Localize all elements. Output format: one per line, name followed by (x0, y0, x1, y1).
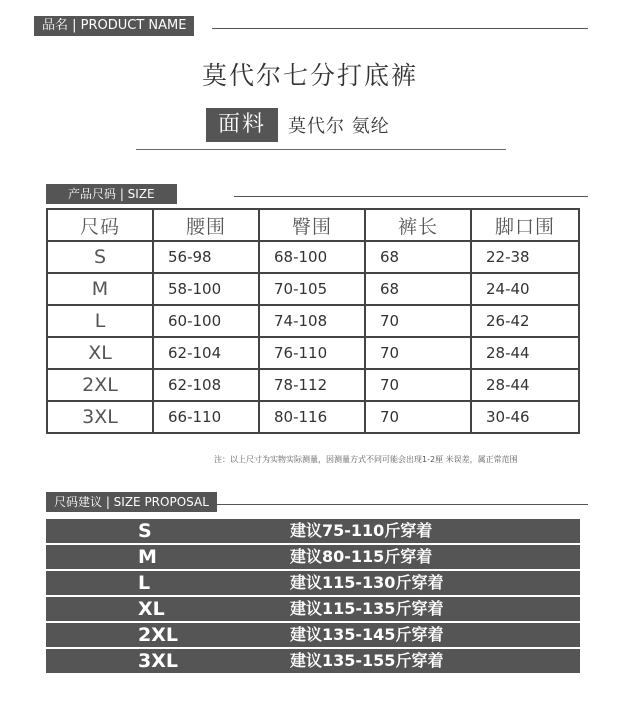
product-name-divider (212, 28, 588, 29)
hip-cell: 76-110 (260, 338, 364, 368)
proposal-size: XL (138, 598, 165, 620)
hem-cell: 28-44 (472, 370, 578, 400)
waist-cell: 66-110 (154, 402, 258, 432)
header-hip: 臀围 (260, 210, 364, 240)
hem-cell: 28-44 (472, 338, 578, 368)
table-row (48, 306, 578, 336)
proposal-size: M (138, 546, 157, 568)
size-cell: M (48, 274, 152, 304)
waist-cell: 56-98 (154, 242, 258, 272)
header-hem: 脚口围 (472, 210, 578, 240)
proposal-size: 2XL (138, 624, 178, 646)
hip-cell: 68-100 (260, 242, 364, 272)
size-proposal-list (46, 519, 580, 675)
proposal-text: 建议80-115斤穿着 (290, 547, 433, 566)
hip-cell: 70-105 (260, 274, 364, 304)
length-cell: 70 (366, 370, 470, 400)
header-length: 裤长 (366, 210, 470, 240)
hip-cell: 80-116 (260, 402, 364, 432)
waist-cell: 58-100 (154, 274, 258, 304)
table-row (48, 242, 578, 272)
proposal-text: 建议75-110斤穿着 (290, 521, 433, 540)
fabric-value: 莫代尔 氨纶 (288, 116, 390, 137)
table-row (48, 370, 578, 400)
size-cell: L (48, 306, 152, 336)
length-cell: 68 (366, 242, 470, 272)
proposal-size: L (138, 572, 151, 594)
product-name-label: 品名 | PRODUCT NAME (34, 16, 194, 36)
proposal-row (46, 545, 580, 569)
length-cell: 68 (366, 274, 470, 304)
size-table-header (48, 210, 578, 240)
proposal-size: 3XL (138, 650, 178, 672)
proposal-text: 建议135-155斤穿着 (290, 651, 444, 670)
product-title: 莫代尔七分打底裤 (201, 61, 418, 90)
proposal-row (46, 571, 580, 595)
header-waist: 腰围 (154, 210, 258, 240)
header-size: 尺码 (48, 210, 152, 240)
proposal-text: 建议135-145斤穿着 (290, 625, 444, 644)
table-row (48, 274, 578, 304)
hem-cell: 22-38 (472, 242, 578, 272)
proposal-text: 建议115-135斤穿着 (290, 599, 444, 618)
size-table (46, 208, 580, 434)
table-row (48, 338, 578, 368)
size-cell: XL (48, 338, 152, 368)
size-section-label: 产品尺码 | SIZE (46, 184, 177, 204)
waist-cell: 62-104 (154, 338, 258, 368)
fabric-row (206, 108, 390, 142)
hem-cell: 26-42 (472, 306, 578, 336)
waist-cell: 62-108 (154, 370, 258, 400)
proposal-row (46, 623, 580, 647)
length-cell: 70 (366, 306, 470, 336)
hem-cell: 24-40 (472, 274, 578, 304)
waist-cell: 60-100 (154, 306, 258, 336)
size-proposal-label: 尺码建议 | SIZE PROPOSAL (46, 492, 217, 512)
proposal-size: S (138, 520, 152, 542)
hem-cell: 30-46 (472, 402, 578, 432)
fabric-label: 面料 (206, 108, 278, 142)
size-section-divider (234, 196, 588, 197)
length-cell: 70 (366, 402, 470, 432)
hip-cell: 74-108 (260, 306, 364, 336)
table-row (48, 402, 578, 432)
proposal-text: 建议115-130斤穿着 (290, 573, 444, 592)
size-cell: 2XL (48, 370, 152, 400)
proposal-row (46, 597, 580, 621)
title-divider (136, 149, 506, 150)
size-cell: 3XL (48, 402, 152, 432)
measurement-note: 注：以上尺寸为实物实际测量，因测量方式不同可能会出现1-2厘 米误差，属正常范围 (214, 455, 518, 464)
length-cell: 70 (366, 338, 470, 368)
size-cell: S (48, 242, 152, 272)
size-proposal-divider (210, 504, 588, 505)
proposal-row (46, 519, 580, 543)
hip-cell: 78-112 (260, 370, 364, 400)
proposal-row (46, 649, 580, 673)
